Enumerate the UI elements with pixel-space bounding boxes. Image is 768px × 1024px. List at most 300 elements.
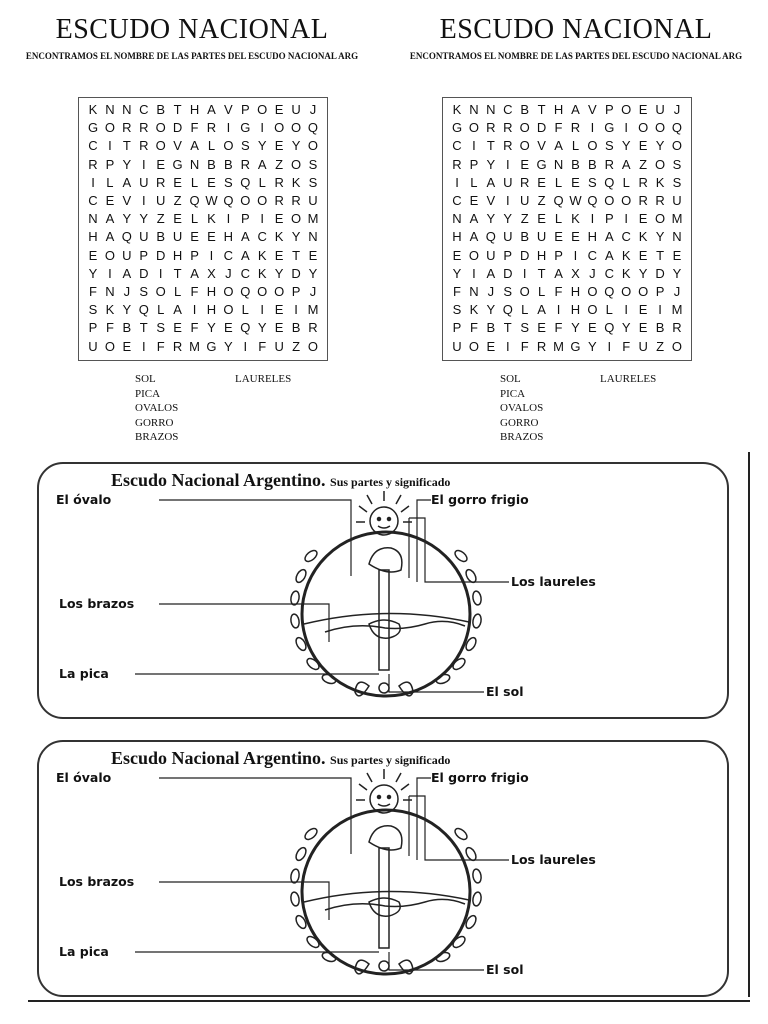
grid-letter: T bbox=[173, 265, 182, 281]
grid-letter: D bbox=[291, 265, 301, 281]
grid-letter: Q bbox=[604, 320, 615, 336]
grid-letter: O bbox=[519, 284, 530, 299]
grid-letter: V bbox=[537, 138, 546, 154]
grid-letter: Y bbox=[672, 265, 682, 281]
grid-letter: O bbox=[307, 338, 319, 354]
grid-letter: E bbox=[537, 320, 546, 336]
grid-letter: U bbox=[291, 102, 301, 117]
grid-letter: J bbox=[673, 102, 681, 117]
grid-letter: O bbox=[621, 193, 632, 208]
grid-letter: Y bbox=[257, 138, 267, 154]
grid-letter: A bbox=[621, 156, 631, 172]
grid-letter: U bbox=[655, 102, 665, 117]
grid-letter: E bbox=[638, 302, 648, 318]
grid-letter: Y bbox=[486, 211, 496, 227]
grid-letter: C bbox=[88, 138, 98, 154]
grid-letter: K bbox=[207, 211, 216, 227]
grid-letter: I bbox=[141, 338, 146, 354]
grid-row bbox=[85, 339, 321, 357]
grid-row bbox=[85, 320, 321, 338]
word-search-grid bbox=[442, 97, 692, 361]
grid-letter: A bbox=[240, 229, 250, 245]
label-brazos: Los brazos bbox=[59, 596, 135, 611]
grid-letter: M bbox=[307, 302, 319, 318]
grid-letter: E bbox=[274, 302, 284, 318]
grid-letter: O bbox=[468, 338, 479, 354]
grid-letter: O bbox=[291, 211, 302, 227]
label-gorro-frigio: El gorro frigio bbox=[431, 770, 529, 785]
grid-letter: P bbox=[554, 247, 563, 263]
grid-letter: P bbox=[452, 320, 462, 336]
grid-letter: A bbox=[486, 174, 496, 190]
grid-letter: A bbox=[240, 247, 250, 263]
grid-letter: R bbox=[604, 156, 614, 172]
grid-letter: I bbox=[556, 302, 561, 318]
grid-letter: Y bbox=[486, 156, 496, 172]
grid-letter: U bbox=[172, 229, 183, 245]
grid-letter: P bbox=[604, 102, 614, 117]
grid-letter: Y bbox=[503, 211, 513, 227]
grid-letter: O bbox=[257, 193, 268, 208]
grid-letter: E bbox=[638, 138, 648, 154]
grid-letter: Y bbox=[257, 320, 267, 336]
grid-row bbox=[449, 320, 685, 338]
grid-letter: N bbox=[105, 284, 115, 299]
grid-letter: D bbox=[172, 120, 183, 136]
grid-letter: E bbox=[173, 211, 182, 227]
word-list-col1 bbox=[135, 372, 178, 445]
grid-letter: F bbox=[190, 284, 199, 299]
grid-letter: C bbox=[88, 193, 98, 208]
grid-row bbox=[85, 175, 321, 193]
grid-letter: E bbox=[638, 320, 648, 336]
grid-letter: O bbox=[587, 138, 598, 154]
grid-letter: Y bbox=[655, 229, 665, 245]
grid-letter: O bbox=[638, 284, 649, 299]
grid-letter: R bbox=[536, 338, 547, 354]
grid-letter: Y bbox=[122, 302, 132, 318]
grid-row bbox=[449, 339, 685, 357]
grid-letter: O bbox=[519, 120, 530, 136]
label-laureles: Los laureles bbox=[511, 852, 596, 867]
grid-letter: U bbox=[519, 193, 530, 208]
grid-letter: M bbox=[553, 338, 564, 354]
grid-letter: T bbox=[139, 320, 148, 336]
grid-letter: Q bbox=[553, 193, 564, 208]
grid-letter: I bbox=[624, 211, 629, 227]
grid-letter: B bbox=[207, 156, 216, 172]
grid-letter: U bbox=[503, 174, 513, 190]
grid-row bbox=[85, 138, 321, 156]
grid-letter: I bbox=[455, 174, 459, 190]
grid-letter: B bbox=[588, 156, 597, 172]
grid-letter: O bbox=[638, 120, 649, 136]
grid-letter: O bbox=[519, 138, 530, 154]
grid-row bbox=[449, 229, 685, 247]
grid-row bbox=[85, 193, 321, 211]
grid-letter: R bbox=[139, 120, 149, 136]
grid-letter: I bbox=[209, 247, 214, 263]
grid-letter: N bbox=[452, 211, 462, 227]
grid-letter: O bbox=[655, 156, 666, 172]
label-sol: El sol bbox=[486, 962, 524, 977]
grid-letter: I bbox=[192, 302, 197, 318]
grid-letter: A bbox=[571, 102, 580, 117]
grid-letter: U bbox=[503, 229, 513, 245]
word-list-item: LAURELES bbox=[600, 373, 657, 385]
grid-row bbox=[85, 102, 321, 120]
grid-letter: Y bbox=[224, 338, 233, 354]
grid-letter: O bbox=[291, 156, 302, 172]
grid-letter: V bbox=[588, 102, 597, 117]
grid-letter: I bbox=[472, 138, 476, 154]
grid-letter: E bbox=[588, 320, 597, 336]
grid-letter: E bbox=[571, 229, 580, 245]
grid-letter: I bbox=[243, 338, 248, 354]
shield-emblem-illustration bbox=[39, 742, 727, 995]
grid-letter: Y bbox=[88, 265, 98, 281]
grid-letter: A bbox=[257, 156, 267, 172]
grid-letter: Z bbox=[656, 338, 665, 354]
word-list-item: GORRO bbox=[135, 416, 174, 429]
sun-emblem bbox=[356, 491, 412, 535]
grid-letter: E bbox=[156, 156, 166, 172]
grid-row bbox=[449, 193, 685, 211]
grid-letter: H bbox=[587, 229, 598, 245]
grid-letter: F bbox=[258, 338, 267, 354]
grid-letter: Y bbox=[291, 229, 301, 245]
grid-letter: I bbox=[260, 302, 265, 318]
grid-letter: S bbox=[520, 320, 530, 336]
grid-letter: I bbox=[260, 120, 265, 136]
grid-letter: V bbox=[122, 193, 132, 208]
grid-letter: G bbox=[451, 120, 463, 136]
grid-letter: Z bbox=[173, 193, 182, 208]
grid-letter: K bbox=[655, 174, 665, 190]
grid-letter: B bbox=[156, 102, 166, 117]
grid-letter: U bbox=[638, 338, 648, 354]
grid-letter: I bbox=[108, 138, 112, 154]
word-list-item: BRAZOS bbox=[135, 431, 179, 444]
card-title-main: Escudo Nacional Argentino. bbox=[111, 470, 326, 490]
grid-letter: K bbox=[469, 302, 479, 318]
grid-letter: I bbox=[472, 265, 476, 281]
grid-letter: O bbox=[104, 338, 115, 354]
grid-letter: I bbox=[158, 265, 163, 281]
grid-letter: I bbox=[505, 156, 510, 172]
grid-letter: R bbox=[452, 156, 462, 172]
shield-card bbox=[37, 462, 729, 719]
grid-letter: L bbox=[241, 302, 249, 318]
grid-letter: H bbox=[536, 247, 547, 263]
grid-letter: O bbox=[307, 138, 319, 154]
grid-letter: C bbox=[452, 138, 462, 154]
grid-letter: P bbox=[503, 247, 513, 263]
grid-letter: O bbox=[104, 247, 115, 263]
grid-letter: F bbox=[105, 320, 114, 336]
grid-letter: R bbox=[139, 138, 149, 154]
grid-letter: F bbox=[520, 338, 529, 354]
sun-emblem bbox=[356, 769, 412, 813]
grid-letter: H bbox=[452, 229, 462, 245]
grid-letter: O bbox=[468, 120, 479, 136]
grid-letter: I bbox=[624, 302, 629, 318]
grid-row bbox=[449, 157, 685, 175]
grid-letter: L bbox=[571, 138, 580, 154]
grid-letter: Z bbox=[520, 211, 529, 227]
grid-letter: J bbox=[309, 102, 317, 117]
grid-letter: R bbox=[88, 156, 98, 172]
grid-letter: Z bbox=[537, 193, 546, 208]
grid-letter: E bbox=[88, 247, 98, 263]
grid-letter: R bbox=[274, 193, 284, 208]
grid-letter: F bbox=[453, 284, 461, 299]
grid-letter: U bbox=[139, 229, 149, 245]
grid-letter: U bbox=[308, 193, 318, 208]
grid-letter: D bbox=[536, 120, 547, 136]
grid-letter: J bbox=[123, 284, 131, 299]
grid-letter: S bbox=[88, 302, 98, 318]
word-list-item: PICA bbox=[135, 387, 161, 400]
grid-letter: N bbox=[88, 211, 98, 227]
grid-letter: Z bbox=[292, 338, 301, 354]
grid-letter: C bbox=[223, 247, 234, 263]
grid-letter: H bbox=[223, 229, 234, 245]
grid-letter: R bbox=[672, 320, 682, 336]
grid-letter: Y bbox=[452, 265, 462, 281]
grid-letter: O bbox=[655, 211, 666, 227]
label-brazos: Los brazos bbox=[59, 874, 135, 889]
grid-letter: B bbox=[122, 320, 132, 336]
grid-letter: F bbox=[554, 320, 563, 336]
grid-letter: O bbox=[291, 120, 302, 136]
grid-letter: I bbox=[573, 247, 578, 263]
label-pica: La pica bbox=[59, 666, 109, 681]
grid-letter: Q bbox=[189, 193, 200, 208]
grid-letter: T bbox=[122, 138, 131, 154]
grid-letter: E bbox=[554, 229, 563, 245]
grid-letter: D bbox=[155, 247, 166, 263]
grid-letter: Q bbox=[121, 229, 132, 245]
grid-letter: Q bbox=[138, 302, 149, 318]
grid-row bbox=[85, 302, 321, 320]
grid-letter: A bbox=[105, 211, 115, 227]
grid-letter: H bbox=[570, 284, 581, 299]
grid-letter: Y bbox=[621, 320, 631, 336]
grid-letter: Q bbox=[671, 120, 683, 136]
grid-letter: C bbox=[240, 265, 250, 281]
grid-letter: Q bbox=[307, 120, 319, 136]
grid-letter: P bbox=[655, 284, 665, 299]
grid-letter: Y bbox=[291, 138, 301, 154]
grid-letter: E bbox=[224, 320, 233, 336]
grid-letter: T bbox=[656, 247, 665, 263]
grid-letter: V bbox=[173, 138, 182, 154]
grid-letter: N bbox=[486, 102, 496, 117]
grid-letter: Q bbox=[240, 320, 251, 336]
grid-letter: A bbox=[122, 174, 132, 190]
grid-letter: R bbox=[274, 174, 284, 190]
grid-letter: B bbox=[224, 156, 233, 172]
grid-letter: O bbox=[257, 284, 268, 299]
grid-letter: E bbox=[274, 247, 284, 263]
worksheet-title: ESCUDO NACIONAL bbox=[55, 14, 329, 45]
grid-letter: N bbox=[189, 156, 200, 172]
grid-letter: G bbox=[206, 338, 217, 354]
grid-letter: A bbox=[190, 138, 199, 154]
grid-letter: E bbox=[486, 338, 496, 354]
grid-letter: D bbox=[519, 247, 530, 263]
grid-letter: L bbox=[258, 174, 266, 190]
laurel-wreath bbox=[290, 548, 482, 685]
grid-letter: H bbox=[189, 102, 200, 117]
grid-row bbox=[85, 248, 321, 266]
word-list-item: OVALOS bbox=[500, 402, 544, 415]
grid-letter: K bbox=[638, 229, 648, 245]
grid-letter: O bbox=[223, 138, 234, 154]
grid-letter: L bbox=[622, 174, 630, 190]
grid-letter: M bbox=[671, 302, 683, 318]
grid-letter: S bbox=[503, 284, 513, 299]
grid-letter: U bbox=[486, 247, 496, 263]
grid-letter: O bbox=[587, 302, 598, 318]
grid-letter: P bbox=[240, 102, 250, 117]
grid-letter: L bbox=[554, 211, 563, 227]
grid-letter: F bbox=[190, 320, 199, 336]
grid-letter: K bbox=[452, 102, 462, 117]
shield-card bbox=[37, 740, 729, 997]
grid-letter: Q bbox=[240, 174, 251, 190]
grid-letter: E bbox=[274, 211, 284, 227]
word-list-item: SOL bbox=[500, 373, 521, 385]
grid-letter: S bbox=[588, 174, 597, 190]
grid-letter: I bbox=[590, 211, 595, 227]
grid-letter: D bbox=[655, 265, 665, 281]
grid-letter: L bbox=[190, 174, 199, 190]
grid-letter: U bbox=[536, 229, 547, 245]
grid-letter: G bbox=[240, 120, 251, 136]
grid-letter: K bbox=[291, 174, 301, 190]
grid-letter: I bbox=[505, 193, 510, 208]
grid-letter: C bbox=[587, 247, 598, 263]
grid-row bbox=[449, 211, 685, 229]
label-ovalo: El óvalo bbox=[56, 492, 112, 507]
grid-letter: R bbox=[486, 120, 496, 136]
grid-row bbox=[85, 211, 321, 229]
grid-letter: Y bbox=[655, 138, 665, 154]
grid-letter: E bbox=[537, 174, 546, 190]
grid-letter: C bbox=[503, 102, 513, 117]
grid-letter: S bbox=[156, 320, 166, 336]
grid-letter: A bbox=[486, 265, 496, 281]
grid-letter: L bbox=[207, 138, 216, 154]
grid-letter: U bbox=[672, 193, 682, 208]
grid-letter: M bbox=[307, 211, 319, 227]
grid-letter: L bbox=[537, 284, 546, 299]
grid-letter: E bbox=[274, 138, 284, 154]
grid-letter: J bbox=[309, 284, 317, 299]
grid-letter: I bbox=[226, 120, 231, 136]
grid-letter: I bbox=[294, 302, 298, 318]
grid-letter: F bbox=[469, 320, 478, 336]
grid-letter: L bbox=[173, 284, 182, 299]
grid-letter: K bbox=[274, 229, 284, 245]
grid-letter: B bbox=[156, 229, 166, 245]
grid-letter: T bbox=[537, 102, 546, 117]
grid-letter: S bbox=[452, 302, 462, 318]
grid-letter: Y bbox=[571, 320, 580, 336]
phrygian-cap bbox=[369, 826, 402, 850]
grid-letter: R bbox=[503, 138, 513, 154]
grid-letter: Q bbox=[604, 284, 615, 299]
grid-letter: P bbox=[604, 211, 614, 227]
grid-letter: A bbox=[207, 102, 216, 117]
grid-row bbox=[449, 266, 685, 284]
scan-bottom-line bbox=[28, 1000, 750, 1002]
grid-letter: E bbox=[207, 174, 216, 190]
label-ovalo: El óvalo bbox=[56, 770, 112, 785]
grid-letter: N bbox=[122, 102, 132, 117]
grid-letter: O bbox=[671, 138, 683, 154]
grid-letter: I bbox=[607, 338, 612, 354]
grid-letter: R bbox=[638, 193, 648, 208]
grid-letter: N bbox=[308, 229, 318, 245]
grid-letter: A bbox=[105, 229, 115, 245]
grid-letter: Y bbox=[274, 265, 284, 281]
grid-letter: P bbox=[105, 156, 115, 172]
grid-letter: Z bbox=[275, 156, 284, 172]
grid-letter: Z bbox=[639, 156, 648, 172]
grid-letter: H bbox=[206, 284, 217, 299]
grid-letter: O bbox=[274, 284, 285, 299]
word-list-item: PICA bbox=[500, 387, 526, 400]
grid-letter: G bbox=[172, 156, 183, 172]
grid-letter: R bbox=[155, 174, 166, 190]
arms-shape bbox=[325, 621, 465, 632]
grid-letter: O bbox=[621, 284, 632, 299]
grid-letter: E bbox=[308, 247, 318, 263]
grid-letter: I bbox=[624, 120, 629, 136]
grid-letter: M bbox=[671, 211, 683, 227]
word-list-item: LAURELES bbox=[235, 373, 292, 385]
grid-row bbox=[85, 229, 321, 247]
card-title-main: Escudo Nacional Argentino. bbox=[111, 748, 326, 768]
grid-letter: E bbox=[672, 247, 682, 263]
grid-letter: R bbox=[503, 120, 513, 136]
grid-letter: K bbox=[571, 211, 580, 227]
phrygian-cap bbox=[369, 548, 402, 572]
grid-letter: U bbox=[452, 338, 462, 354]
grid-letter: E bbox=[105, 193, 115, 208]
grid-letter: L bbox=[554, 174, 563, 190]
grid-letter: B bbox=[571, 156, 580, 172]
grid-letter: N bbox=[672, 229, 682, 245]
grid-letter: A bbox=[173, 302, 182, 318]
grid-letter: R bbox=[291, 193, 301, 208]
grid-letter: U bbox=[139, 174, 149, 190]
grid-letter: Y bbox=[638, 265, 648, 281]
grid-letter: V bbox=[486, 193, 496, 208]
grid-letter: E bbox=[638, 211, 648, 227]
grid-row bbox=[85, 266, 321, 284]
grid-letter: A bbox=[604, 229, 614, 245]
grid-letter: U bbox=[155, 193, 166, 208]
grid-letter: O bbox=[468, 247, 479, 263]
grid-letter: K bbox=[257, 265, 267, 281]
grid-letter: A bbox=[190, 265, 199, 281]
worksheet-title: ESCUDO NACIONAL bbox=[439, 14, 713, 45]
grid-letter: Q bbox=[240, 284, 251, 299]
